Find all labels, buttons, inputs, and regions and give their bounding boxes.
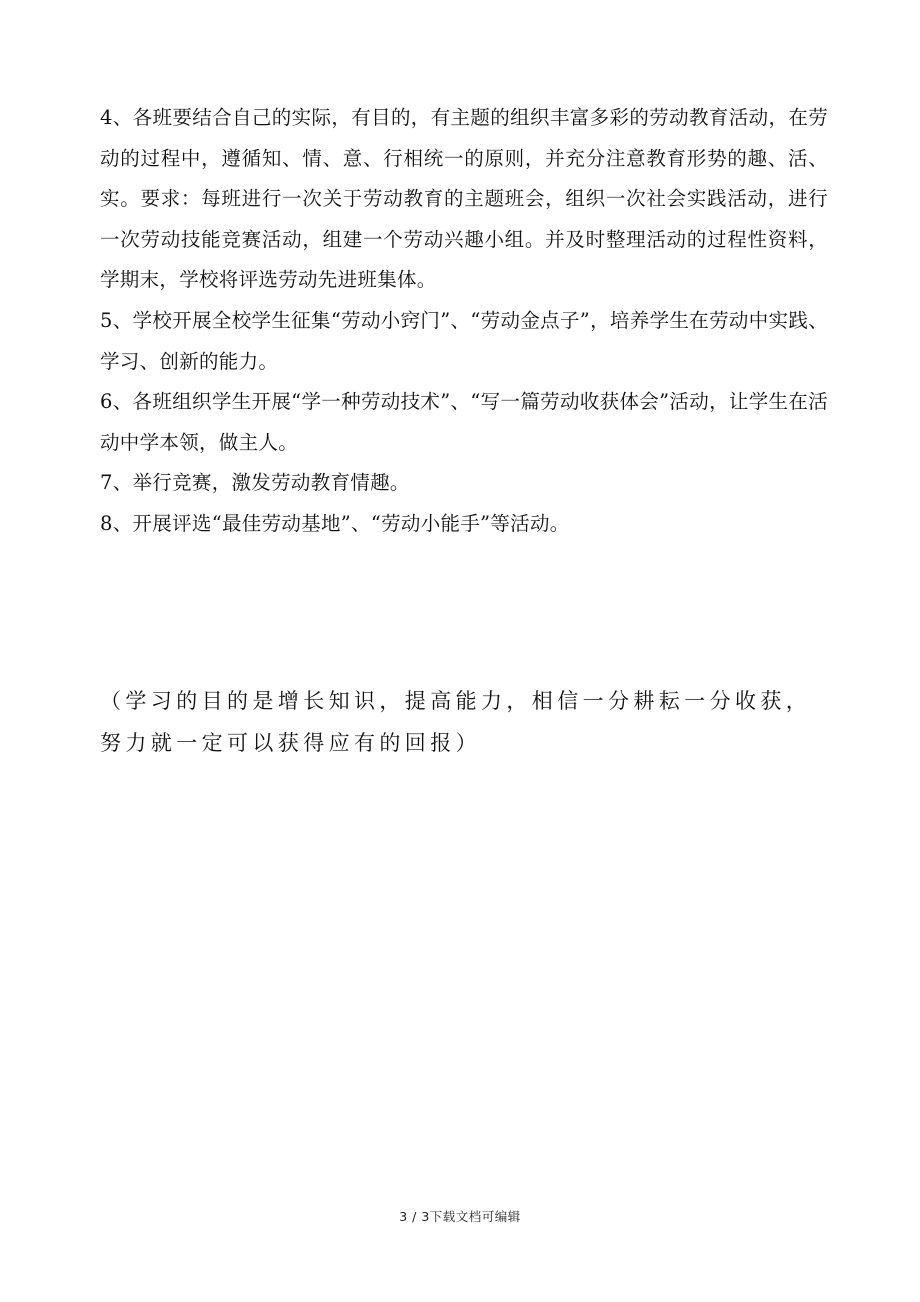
paragraph-item-5: 5、学校开展全校学生征集“劳动小窍门”、“劳动金点子”，培养学生在劳动中实践、学习、创新的能力。	[100, 308, 828, 373]
closing-note: （学习的目的是增长知识，提高能力，相信一分耕耘一分收获，努力就一定可以获得应有的回报）	[100, 689, 812, 755]
page-footer: 3 / 3下载文档可编辑	[399, 1209, 521, 1224]
paragraph-item-6: 6、各班组织学生开展“学一种劳动技术”、“写一篇劳动收获体会”活动，让学生在活动中学本领，做主人。	[100, 390, 828, 454]
paragraph-item-4: 4、各班要结合自己的实际，有目的，有主题的组织丰富多彩的劳动教育活动，在劳动的过程中，遵循知、情、意、行相统一的原则，并充分注意教育形势的趣、活、实。要求：每班进行一次关于劳动教育的主题班会，组织一次社会实践活动，进行一次劳动技能竞赛活动，组建一个劳动兴趣小组。并及时整理活动的过程性资料，学期末，学校将评选劳动先进班集体。	[100, 106, 828, 292]
paragraph-item-7: 7、举行竞赛，激发劳动教育情趣。	[100, 471, 410, 495]
paragraph-item-8: 8、开展评选“最佳劳动基地”、“劳动小能手”等活动。	[100, 511, 570, 535]
document-body	[100, 98, 828, 545]
